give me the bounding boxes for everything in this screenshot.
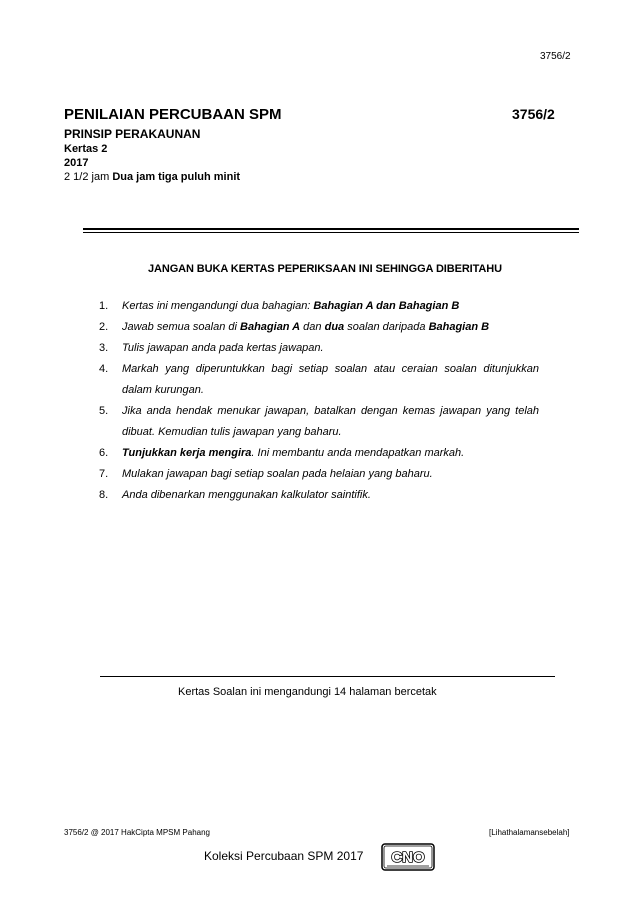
duration-prefix: 2 1/2 jam xyxy=(64,171,110,183)
footer-copyright: 3756/2 @ 2017 HakCipta MPSM Pahang xyxy=(64,828,210,837)
instruction-item: 3. Tulis jawapan anda pada kertas jawapan. xyxy=(99,342,324,354)
instruction-item: 1. Kertas ini mengandungi dua bahagian: Bahagian A dan Bahagian B xyxy=(99,300,460,312)
exam-year: 2017 xyxy=(64,157,89,169)
instruction-item: 4. Markah yang diperuntukkan bagi setiap soalan atau ceraian soalan ditunjukkan dalam kurungan. xyxy=(99,363,539,396)
paper-number: Kertas 2 xyxy=(64,143,108,155)
divider-bottom xyxy=(100,676,555,677)
page-count-note: Kertas Soalan ini mengandungi 14 halaman bercetak xyxy=(178,686,437,698)
instructions-list xyxy=(99,296,539,506)
instruction-item: 7. Mulakan jawapan bagi setiap soalan pada helaian yang baharu. xyxy=(99,468,433,480)
title-code: 3756/2 xyxy=(512,106,555,122)
warning-heading: JANGAN BUKA KERTAS PEPERIKSAAN INI SEHINGGA DIBERITAHU xyxy=(148,263,502,275)
subject-name: PRINSIP PERAKAUNAN xyxy=(64,127,201,141)
collection-label: Koleksi Percubaan SPM 2017 xyxy=(204,849,364,863)
instruction-item: 8. Anda dibenarkan menggunakan kalkulator saintifik. xyxy=(99,489,371,501)
instruction-item: 6. Tunjukkan kerja mengira. Ini membantu anda mendapatkan markah. xyxy=(99,447,465,459)
cno-logo-icon xyxy=(381,843,435,871)
instruction-item: 2. Jawab semua soalan di Bahagian A dan dua soalan daripada Bahagian B xyxy=(99,321,490,333)
svg-text:CNO: CNO xyxy=(391,849,425,866)
exam-title: PENILAIAN PERCUBAAN SPM xyxy=(64,106,282,123)
header-code: 3756/2 xyxy=(540,51,571,62)
duration xyxy=(64,171,240,183)
divider-thin xyxy=(83,232,579,233)
title-row xyxy=(64,106,564,124)
footer-next-page: [Lihathalamansebelah] xyxy=(489,828,570,837)
divider-thick xyxy=(83,228,579,230)
instruction-item: 5. Jika anda hendak menukar jawapan, batalkan dengan kemas jawapan yang telah dibuat. Kemudian tulis jawapan yang baharu. xyxy=(99,405,539,438)
duration-words: Dua jam tiga puluh minit xyxy=(112,171,241,183)
